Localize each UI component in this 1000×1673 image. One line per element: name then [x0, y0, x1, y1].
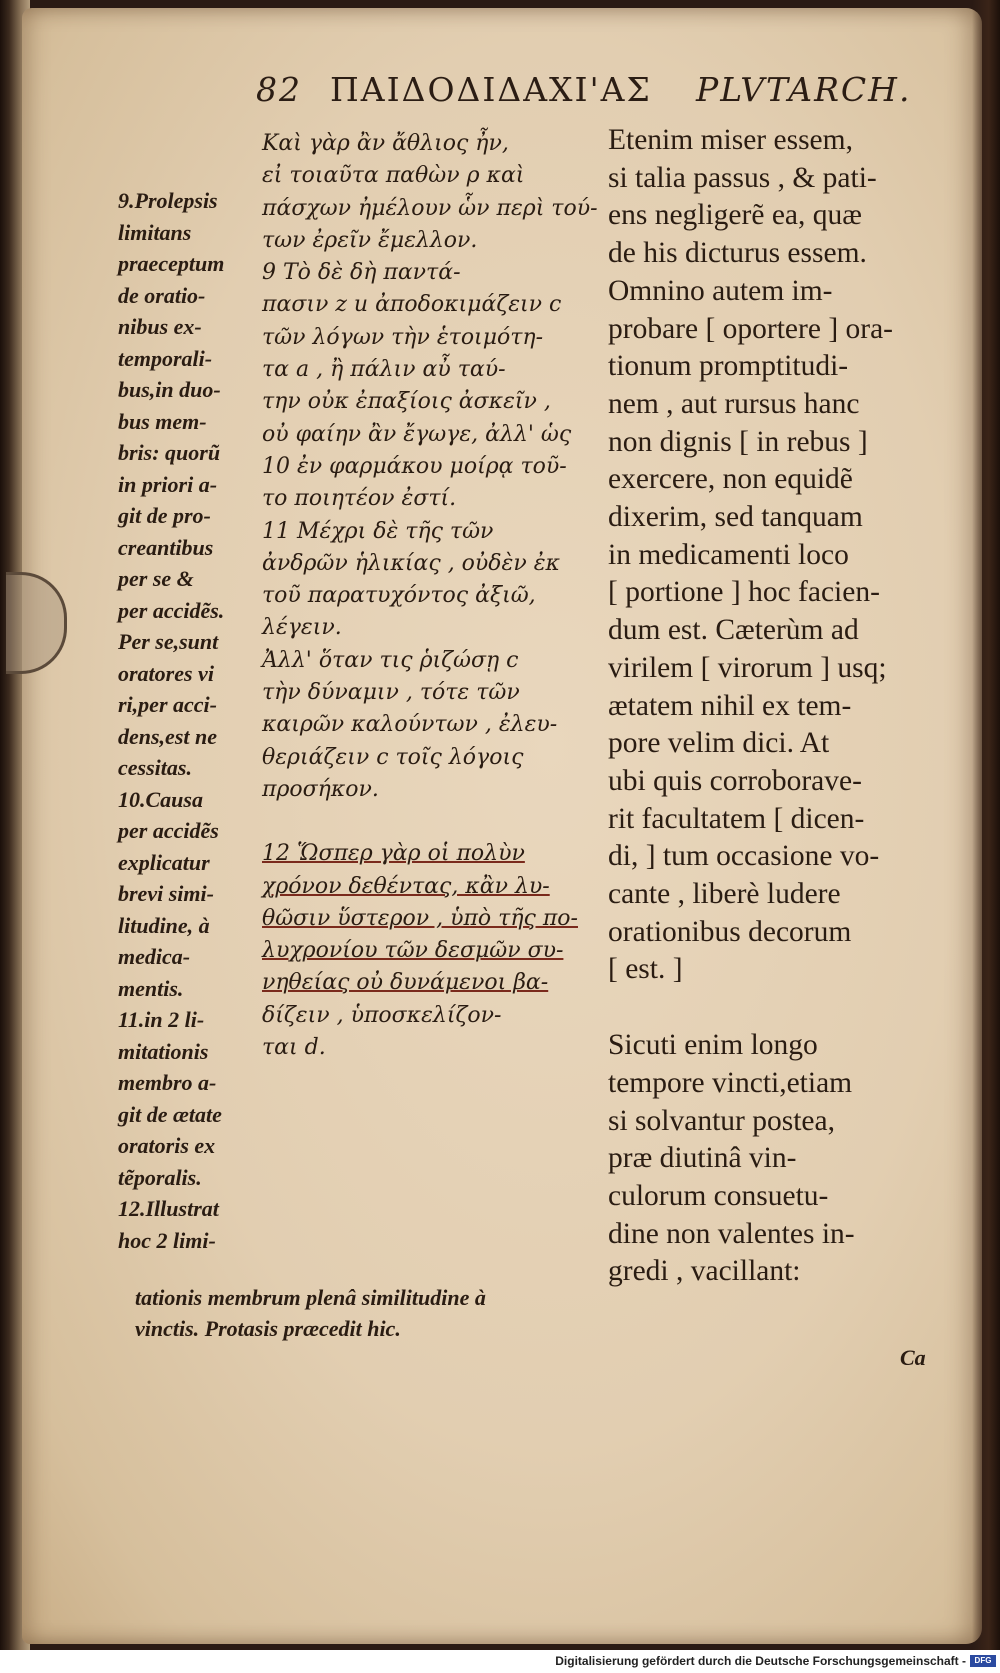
latin-line: de his dicturus essem. [608, 237, 867, 270]
latin-line: dixerim, sed tanquam [608, 501, 863, 534]
margin-note-line: 11.in 2 li- [118, 1007, 205, 1032]
margin-note-line: hoc 2 limi- [118, 1227, 216, 1253]
margin-note-line: oratores vi [118, 660, 214, 686]
margin-note-line: bus mem- [118, 408, 207, 434]
latin-line: Omnino autem im- [608, 274, 833, 307]
margin-note-line: git de ætate [118, 1101, 222, 1127]
latin-line: orationibus decorum [608, 915, 852, 948]
greek-line: θεριάζειν c τοῖς λόγοις [262, 744, 524, 770]
margin-note-line: membro a- [118, 1070, 217, 1095]
latin-line: nem , aut rursus hanc [608, 387, 860, 420]
latin-line: Sicuti enim longo [608, 1029, 818, 1062]
footer-credit: Digitalisierung gefördert durch die Deutsche Forschungsgemeinschaft - [555, 1654, 966, 1668]
greek-line-gap [262, 806, 607, 838]
greek-line: ται d. [262, 1035, 326, 1061]
bottom-margin-note [135, 1282, 615, 1344]
margin-note-line: 12.Illustrat [118, 1196, 219, 1221]
latin-line: ens negligerẽ ea, quæ [608, 199, 862, 232]
margin-note-line: cessitas. [118, 755, 192, 780]
greek-line: εἰ τοιαῦτα παθὼν ρ καὶ [262, 163, 525, 189]
greek-line: δίζειν , ὑποσκελίζον- [262, 1002, 502, 1028]
greek-line: τῶν λόγων τὴν ἑτοιμότη- [262, 324, 544, 350]
latin-title: PLVTARCH. [696, 70, 912, 109]
page-right-shadow [972, 0, 1000, 1650]
greek-line: πασιν z u ἀποδοκιμάζειν c [262, 292, 562, 318]
footer-bar [0, 1650, 1000, 1673]
latin-line: di, ] tum occasione vo- [608, 840, 880, 873]
margin-note-line: 9.Prolepsis [118, 188, 218, 213]
margin-note-line: ri,per acci- [118, 692, 217, 717]
latin-line: si talia passus , & pati- [608, 161, 877, 194]
greek-line: λυχρονίου τῶν δεσμῶν συ- [262, 938, 564, 964]
bottom-note-line: vinctis. Protasis præcedit hic. [135, 1316, 401, 1341]
greek-line: πάσχων ἠμέλουν ὧν περὶ τού- [262, 195, 598, 221]
greek-line: καιρῶν καλούντων , ἐλευ- [262, 712, 558, 738]
greek-line: την οὐκ ἐπαξίοις ἀσκεῖν , [262, 389, 551, 415]
margin-note-line: bus,in duo- [118, 377, 221, 402]
margin-note-line: medica- [118, 944, 191, 969]
margin-note-line: mentis. [118, 975, 184, 1001]
latin-line: dine non valentes in- [608, 1217, 855, 1250]
catchword: Ca [900, 1345, 926, 1370]
latin-line: in medicamenti loco [608, 538, 849, 571]
margin-note-line: praeceptum [118, 251, 225, 276]
margin-note-line: de oratio- [118, 282, 206, 308]
margin-note-line: 10.Causa [118, 786, 203, 812]
greek-line: προσήκον. [262, 776, 379, 802]
margin-note-line: litudine, à [118, 912, 210, 938]
latin-line: virilem [ virorum ] usq; [608, 651, 887, 684]
latin-line: cante , liberè ludere [608, 878, 841, 911]
greek-title: ΠΑΙΔΟΔΙΔΑΧΙ'ΑΣ [330, 70, 652, 109]
margin-note-line: brevi simi- [118, 881, 214, 906]
margin-note-line: bris: quorũ [118, 440, 221, 465]
margin-note-line: oratoris ex [118, 1133, 216, 1158]
margin-note-line: creantibus [118, 534, 214, 560]
latin-line: ætatem nihil ex tem- [608, 689, 852, 722]
margin-note-line: per se & [118, 566, 194, 591]
latin-line: exercere, non equidẽ [608, 463, 853, 496]
bottom-note-line: tationis membrum plenâ similitudine à [135, 1285, 486, 1310]
greek-text-column [262, 128, 607, 1064]
greek-line: των ἐρεῖν ἔμελλον. [262, 227, 478, 253]
greek-line: χρόνον δεθέντας, κἂν λυ- [262, 873, 550, 899]
margin-note-line: mitationis [118, 1038, 209, 1064]
margin-note-line: temporali- [118, 345, 213, 371]
margin-note-line: limitans [118, 219, 192, 245]
margin-note-line: in priori a- [118, 471, 218, 497]
margin-note-line: dens,est ne [118, 723, 217, 749]
latin-line: culorum consuetu- [608, 1179, 829, 1212]
latin-line-gap [608, 989, 938, 1027]
latin-line: præ diutinâ vin- [608, 1142, 797, 1175]
latin-line: gredi , vacillant: [608, 1255, 801, 1288]
margin-note-line: Per se,sunt [118, 629, 219, 654]
running-header [256, 70, 956, 114]
latin-line: [ portione ] hoc facien- [608, 576, 880, 609]
greek-line: 10 ἐν φαρμάκου μοίρᾳ τοῦ- [262, 453, 567, 479]
greek-line: νηθείας οὐ δυνάμενοι βα- [262, 970, 549, 996]
greek-line: ἀνδρῶν ἡλικίας , οὐδὲν ἐκ [262, 550, 560, 576]
latin-text-column [608, 122, 938, 1291]
margin-note-line: git de pro- [118, 503, 211, 528]
margin-note-line: per accidẽs [118, 818, 219, 843]
latin-line: non dignis [ in rebus ] [608, 425, 868, 458]
margin-note-line: explicatur [118, 849, 210, 875]
greek-line: τὴν δύναμιν , τότε τῶν [262, 680, 520, 706]
greek-line: Ἀλλ' ὅταν τις ῥιζώσῃ c [262, 647, 519, 673]
latin-line: pore velim dici. At [608, 727, 830, 760]
greek-line: λέγειν. [262, 615, 342, 641]
greek-line: 12 Ὥσπερ γὰρ οἱ πολὺν [262, 841, 525, 867]
latin-line: ubi quis corroborave- [608, 764, 862, 797]
greek-line: 9 Τὸ δὲ δὴ παντά- [262, 260, 461, 286]
latin-line: tionum promptitudi- [608, 350, 849, 383]
latin-line: probare [ oportere ] ora- [608, 312, 894, 345]
margin-note-line: per accidẽs. [118, 597, 225, 623]
greek-line: οὐ φαίην ἂν ἔγωγε, ἀλλ' ὡς [262, 421, 572, 447]
greek-line: τοῦ παρατυχόντος ἀξιῶ, [262, 583, 536, 609]
greek-line: 11 Μέχρι δὲ τῆς τῶν [262, 518, 494, 544]
margin-note-line: nibus ex- [118, 314, 202, 339]
latin-line: si solvantur postea, [608, 1104, 835, 1137]
latin-line: dum est. Cæterùm ad [608, 614, 859, 647]
greek-line: Καὶ γὰρ ἂν ἄθλιος ἦν, [262, 131, 509, 156]
greek-line: θῶσιν ὕστερον , ὑπὸ τῆς πο- [262, 905, 578, 931]
latin-line: Etenim miser essem, [608, 124, 853, 156]
latin-line: rit facultatem [ dicen- [608, 802, 865, 835]
margin-note-line: tẽporalis. [118, 1164, 202, 1190]
latin-line: tempore vincti,etiam [608, 1066, 853, 1099]
latin-line: [ est. ] [608, 953, 683, 986]
dfg-logo: DFG [970, 1655, 996, 1667]
greek-line: τα a , ἢ πάλιν αὖ ταύ- [262, 357, 506, 383]
greek-line: το ποιητέον ἐστί. [262, 486, 457, 512]
page-number: 82 [256, 70, 302, 109]
